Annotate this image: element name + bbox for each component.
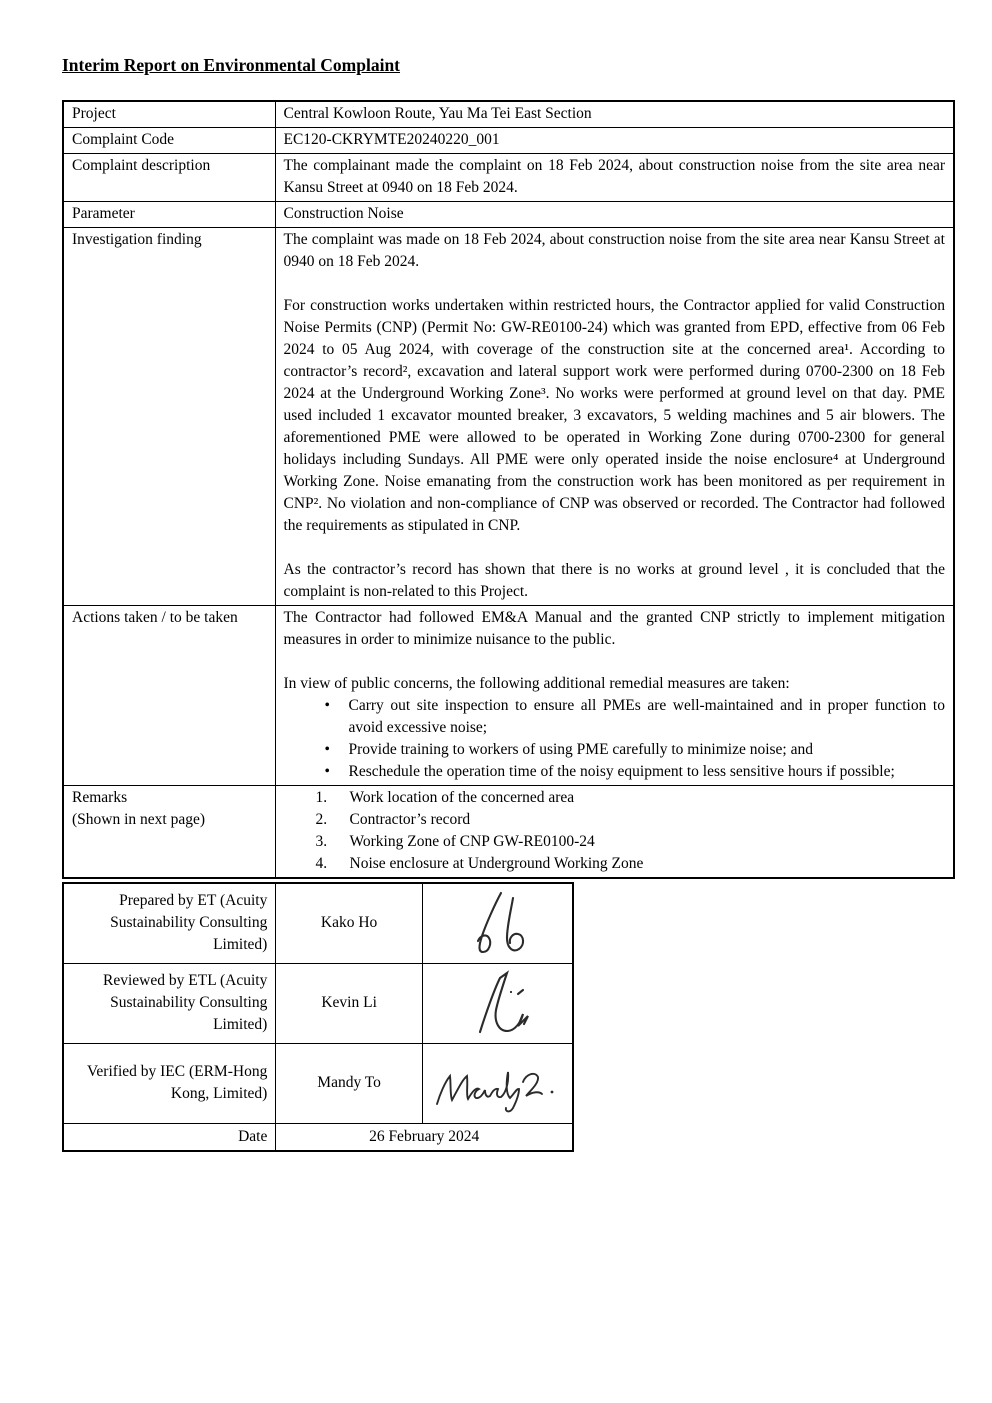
complaint-description-value — [275, 154, 954, 202]
kevin-li-signature-icon — [454, 968, 540, 1038]
remedial-measures-list — [284, 695, 946, 783]
signoff-row-verified — [63, 1043, 573, 1123]
remark-item: Working Zone of CNP GW-RE0100-24 — [349, 833, 595, 850]
verified-by-signature-cell — [422, 1043, 573, 1123]
prepared-by-signature-cell — [422, 883, 573, 963]
investigation-paragraph-2: For construction works undertaken within restricted hours, the Contractor applied for valid Construction Noise Permits (CNP) (Permit No: GW-RE0100-24) which was granted from EPD, effective from 06 Feb 2024 to 05 Aug 2024, with coverage of the construction site at the concerned area¹. According to contractor’s record², excavation and lateral support work were performed during 0700-2300 on 18 Feb 2024 at the Underground Working Zone³. No works were performed at ground level on that day. PME used included 1 excavator mounted breaker, 3 excavators, 5 welding machines and 5 air blowers. The aforementioned PME were allowed to be operated in Working Zone during 0700-2300 for general holidays including Sundays. All PME were only operated inside the noise enclosure⁴ at Underground Working Zone. Noise emanating from the construction work has been monitored as per requirement in CNP². No violation and non-compliance of CNP was observed or recorded. The Contractor had followed the requirements as stipulated in CNP. — [283, 297, 945, 534]
remarks-label — [63, 786, 275, 879]
verified-by-role — [63, 1043, 276, 1123]
prepared-by-role — [63, 883, 276, 963]
bullet-item: • Provide training to workers of using PME carefully to minimize noise; and — [319, 739, 946, 761]
prepared-by-role-text: Prepared by ET — [119, 892, 217, 910]
reviewed-by-role — [63, 963, 276, 1043]
investigation-paragraph-1: The complaint was made on 18 Feb 2024, about construction noise from the site area near Kansu Street at 0940 on 18 Feb 2024. — [283, 231, 945, 270]
prepared-by-org-text: (Acuity Sustainability Consulting Limited) — [110, 892, 268, 954]
reviewed-by-org-text: (Acuity Sustainability Consulting Limited) — [110, 972, 268, 1033]
table-row-project — [63, 101, 954, 128]
remark-item: Noise enclosure at Underground Working Zone — [349, 855, 644, 872]
prepared-by-name: Kako Ho — [276, 883, 423, 963]
remark-item: Work location of the concerned area — [349, 789, 575, 806]
complaint-code-value: EC120-CKRYMTE20240220_001 — [275, 128, 954, 154]
signoff-row-prepared — [63, 883, 573, 963]
date-value: 26 February 2024 — [276, 1123, 573, 1151]
table-row-actions-taken — [63, 606, 954, 786]
remarks-value — [275, 786, 954, 879]
mandy-to-signature-icon — [431, 1052, 565, 1114]
remarks-sublabel-text: (Shown in next page) — [72, 811, 206, 828]
parameter-value: Construction Noise — [275, 202, 954, 228]
date-label: Date — [63, 1123, 276, 1151]
reviewed-by-name: Kevin Li — [276, 963, 423, 1043]
signoff-row-date — [63, 1123, 573, 1151]
signoff-table — [62, 882, 574, 1152]
signoff-row-reviewed — [63, 963, 573, 1043]
table-row-investigation-finding — [63, 228, 954, 606]
bullet-item: • Reschedule the operation time of the noisy equipment to less sensitive hours if possible; — [319, 761, 946, 783]
table-row-remarks — [63, 786, 954, 879]
reviewed-by-role-text: Reviewed by ETL — [103, 972, 217, 989]
complaint-table — [62, 100, 955, 879]
kako-ho-signature-icon — [461, 886, 533, 960]
actions-taken-label: Actions taken / to be taken — [63, 606, 275, 786]
investigation-finding-label: Investigation finding — [63, 228, 275, 606]
table-row-complaint-code — [63, 128, 954, 154]
project-label: Project — [63, 101, 275, 128]
actions-paragraph-1: The Contractor had followed EM&A Manual and the granted CNP strictly to implement mitigation measures in order to minimize nuisance to the public. — [283, 609, 945, 648]
complaint-code-label: Complaint Code — [63, 128, 275, 154]
verified-by-role-text: Verified by IEC — [86, 1063, 186, 1080]
bullet-item: • Carry out site inspection to ensure all PMEs are well-maintained and in proper function to avoid excessive noise; — [319, 695, 946, 739]
verified-by-org-text: (ERM-Hong Kong, Limited) — [170, 1063, 268, 1102]
remarks-label-text: Remarks — [72, 789, 128, 806]
reviewed-by-signature-cell — [422, 963, 573, 1043]
actions-intro: In view of public concerns, the following additional remedial measures are taken: — [283, 675, 790, 692]
table-row-complaint-description — [63, 154, 954, 202]
project-value: Central Kowloon Route, Yau Ma Tei East Section — [275, 101, 954, 128]
remarks-list — [284, 787, 946, 875]
investigation-finding-value — [275, 228, 954, 606]
verified-by-name: Mandy To — [276, 1043, 423, 1123]
parameter-label: Parameter — [63, 202, 275, 228]
remark-item: Contractor’s record — [349, 811, 471, 828]
table-row-parameter — [63, 202, 954, 228]
page-title: Interim Report on Environmental Complaint — [62, 55, 401, 75]
investigation-paragraph-3: As the contractor’s record has shown that there is no works at ground level , it is concluded that the complaint is non-related to this Project. — [283, 561, 945, 600]
complaint-description-text: The complainant made the complaint on 18 Feb 2024, about construction noise from the site area near Kansu Street at 0940 on 18 Feb 2024. — [283, 157, 945, 196]
complaint-description-label: Complaint description — [63, 154, 275, 202]
actions-taken-value — [275, 606, 954, 786]
